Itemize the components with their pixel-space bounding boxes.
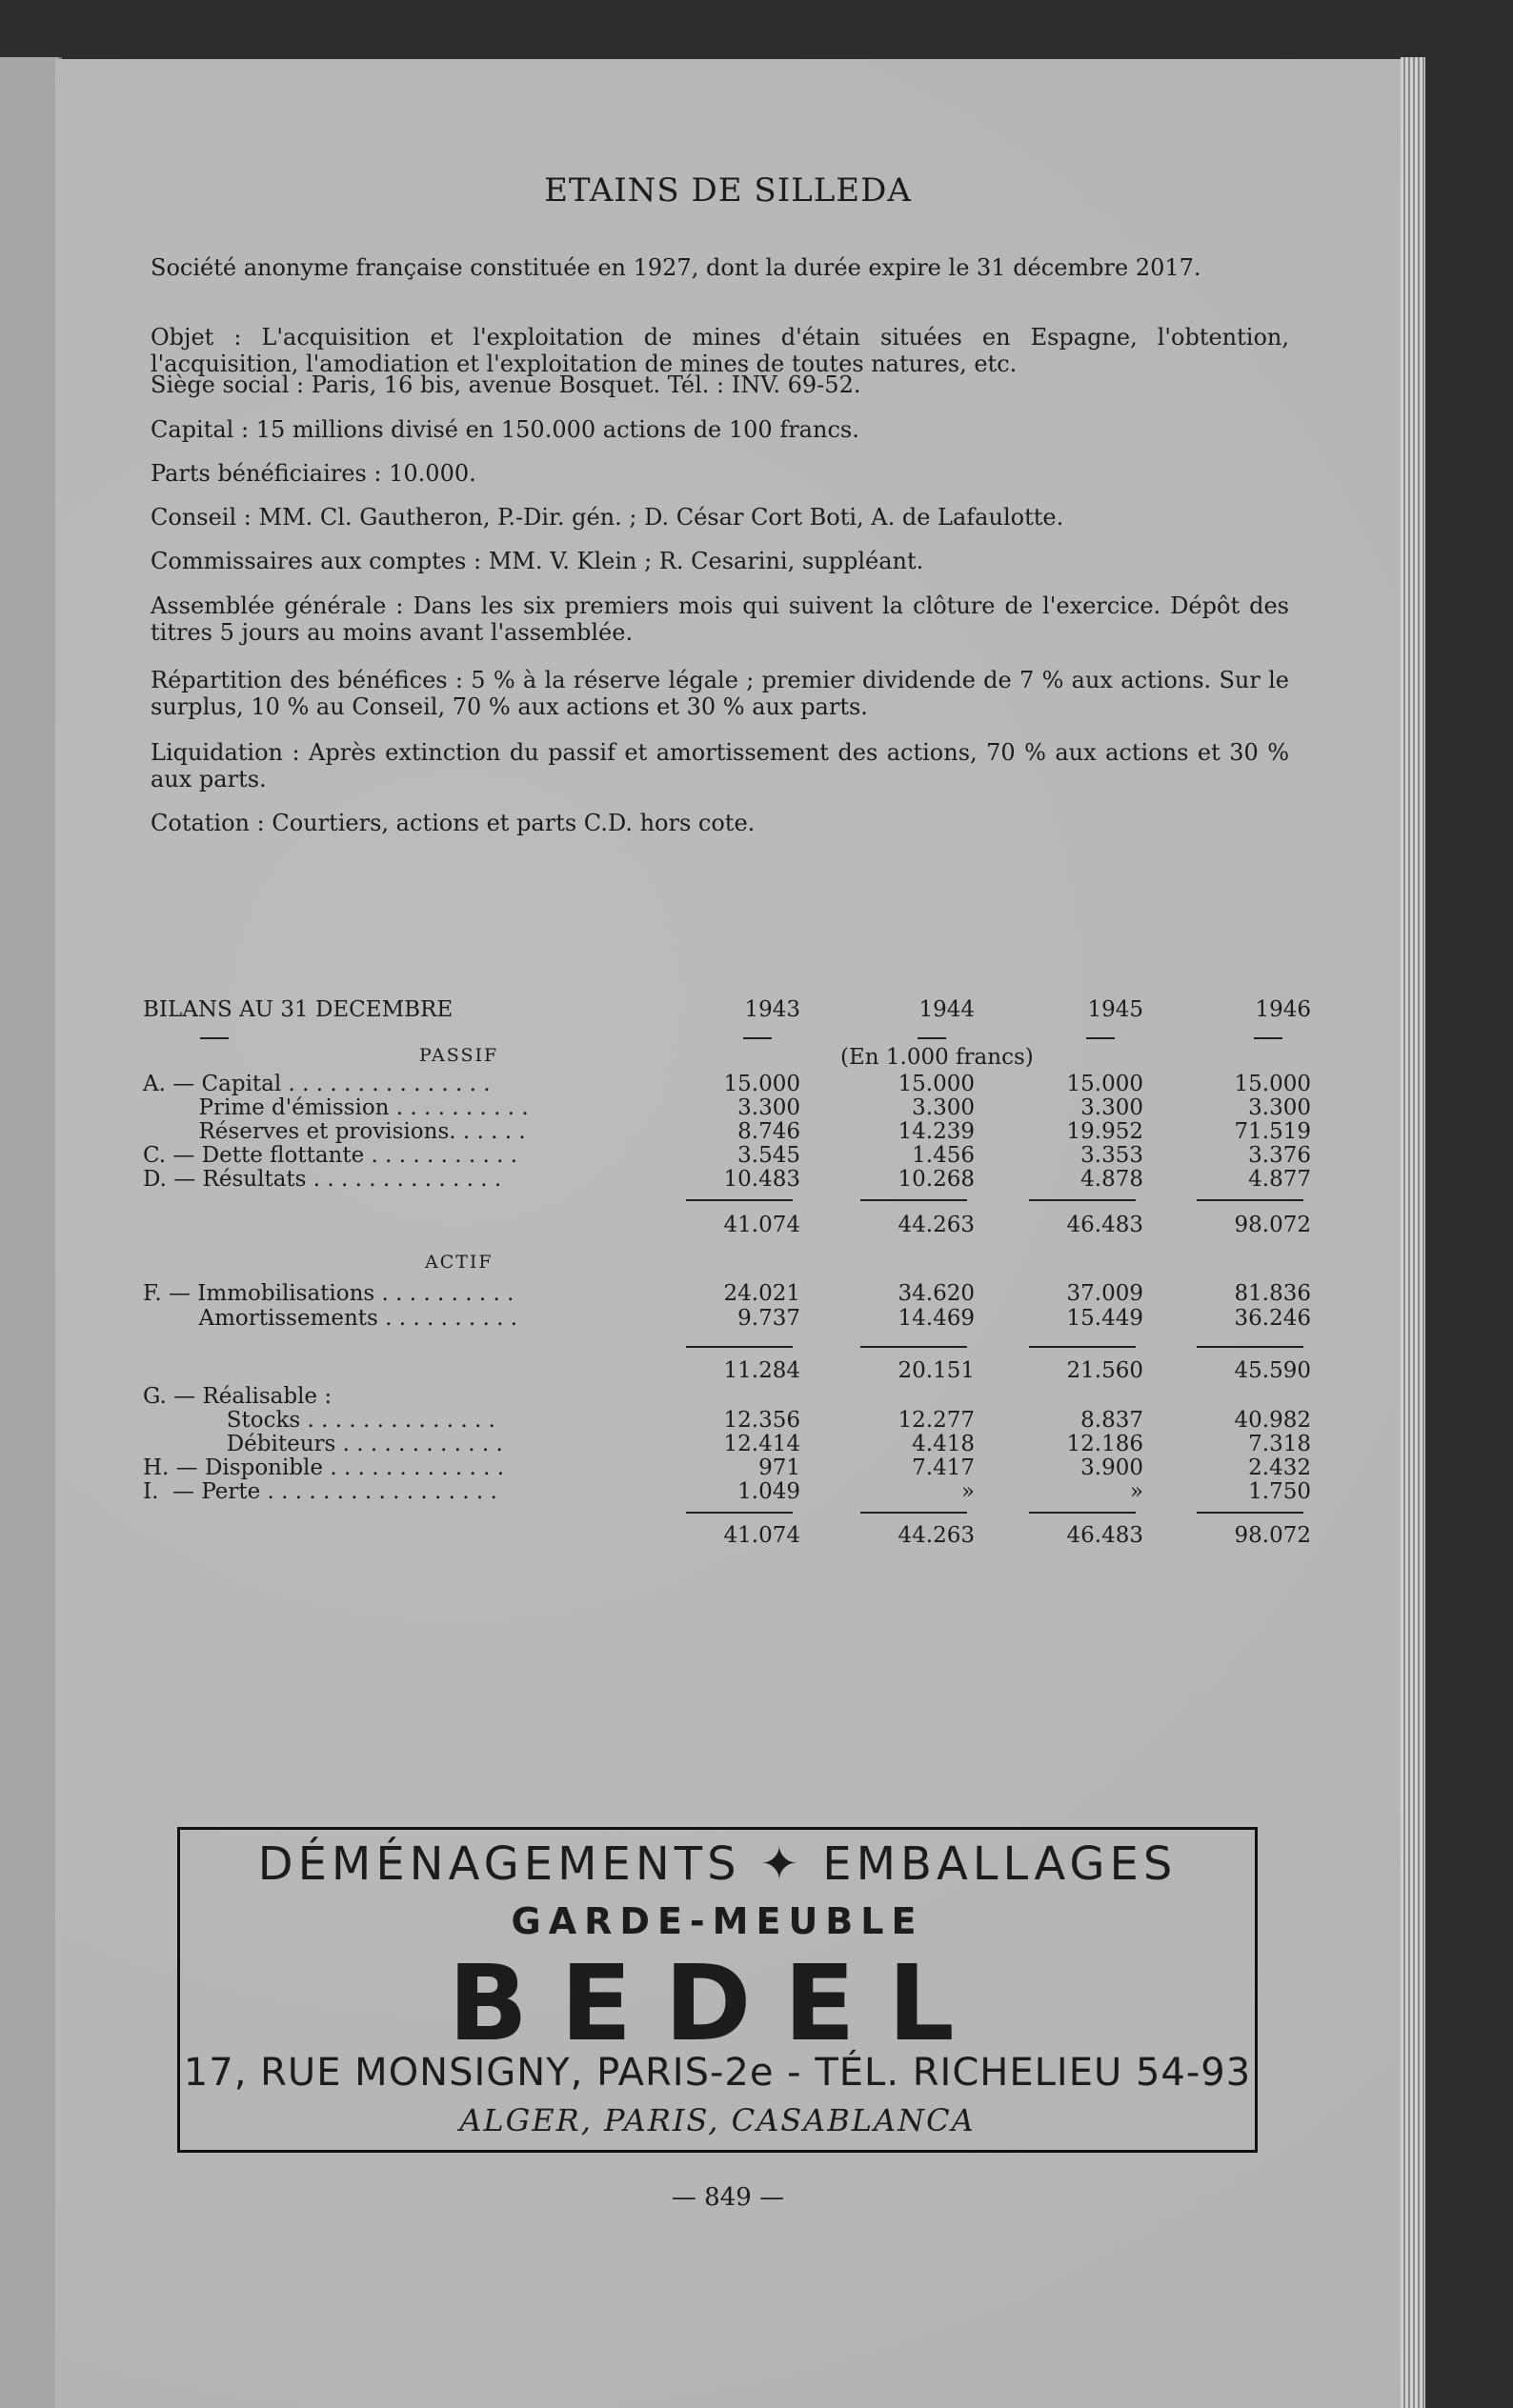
header-dash [1086,1037,1115,1039]
row-label: A. — Capital . . . . . . . . . . . . . . . [143,1072,491,1096]
row-value: 10.483 [723,1167,800,1192]
paragraph [151,810,1289,836]
row-value: 3.545 [737,1143,800,1168]
row-value: 44.263 [898,1523,975,1548]
row-value: 1.049 [737,1479,800,1504]
passif-row [143,1119,1311,1144]
paragraph-text: : Après extinction du passif et amortissement des actions, 70 % aux actions et 30 % aux parts. [151,739,1289,793]
row-value: 34.620 [898,1281,975,1306]
row-value: 41.074 [723,1523,800,1548]
page-stack-edge [1401,57,1425,2408]
row-value: 98.072 [1234,1213,1311,1237]
row-value: 40.982 [1234,1408,1311,1433]
paragraph-label: Répartition des bénéfices [151,667,448,693]
paragraph-text: : 5 % à la réserve légale ; premier dividende de 7 % aux actions. Sur le surplus, 10 % au Conseil, 70 % aux actions et 30 % aux parts. [151,667,1289,720]
row-value: 8.837 [1080,1408,1143,1433]
row-value: 3.300 [737,1095,800,1120]
row-value: 45.590 [1234,1358,1311,1383]
total-rule [686,1512,793,1514]
row-value: » [960,1479,975,1504]
total-rule [1029,1512,1136,1514]
actif-row [143,1306,1311,1331]
row-value: 4.418 [912,1432,975,1456]
paragraph [151,371,1289,398]
row-label: Stocks . . . . . . . . . . . . . . [143,1408,495,1433]
paragraph [151,324,1289,377]
table-heading: BILANS AU 31 DECEMBRE [143,997,454,1022]
paragraph-label: Capital [151,416,234,443]
row-value: 9.737 [737,1306,800,1331]
ad-cities: ALGER, PARIS, CASABLANCA [459,2102,976,2138]
actif-label: ACTIF [425,1252,494,1273]
ad-address: 17, RUE MONSIGNY, PARIS-2e - TÉL. RICHELIEU 54-93 [183,2051,1252,2095]
paragraph-label: Assemblée générale [151,592,387,619]
row-label: G. — Réalisable : [143,1384,333,1409]
row-value: 41.074 [723,1213,800,1237]
row-value: 15.000 [1066,1072,1143,1096]
header-dash [1254,1037,1282,1039]
row-value: 20.151 [898,1358,975,1383]
row-value: 12.414 [723,1432,800,1456]
ad-services: DÉMÉNAGEMENTS ✦ EMBALLAGES [257,1837,1178,1891]
ad-brand: BEDEL [448,1942,987,2064]
row-label: I. — Perte . . . . . . . . . . . . . . . . . [143,1479,497,1504]
row-label: Prime d'émission . . . . . . . . . . [143,1095,529,1120]
passif-row [143,1072,1311,1096]
paragraph-text: : Dans les six premiers mois qui suivent la clôture de l'exercice. Dépôt des titres 5 jours au moins avant l'assemblée. [151,592,1289,646]
paragraph-label: Parts bénéficiaires [151,460,367,487]
actif-row [143,1479,1311,1504]
row-label: D. — Résultats . . . . . . . . . . . . . . [143,1167,502,1192]
row-value: 3.300 [1248,1095,1311,1120]
row-value: 8.746 [737,1119,800,1144]
row-value: 1.456 [912,1143,975,1168]
row-value: 7.417 [912,1455,975,1480]
row-value: 21.560 [1066,1358,1143,1383]
row-value: 10.268 [898,1167,975,1192]
row-value: 15.000 [898,1072,975,1096]
header-dash [743,1037,772,1039]
row-value: 36.246 [1234,1306,1311,1331]
page-title: ETAINS DE SILLEDA [544,171,912,210]
row-label: Débiteurs . . . . . . . . . . . . [143,1432,503,1456]
row-value: 2.432 [1248,1455,1311,1480]
total-rule [686,1199,793,1201]
paragraph [151,504,1289,531]
row-value: 15.000 [1234,1072,1311,1096]
row-value: 3.900 [1080,1455,1143,1480]
paragraph-label: Objet [151,324,214,351]
total-rule [686,1346,793,1348]
row-value: 19.952 [1066,1119,1143,1144]
paragraph-text: : MM. Cl. Gautheron, P.-Dir. gén. ; D. César Cort Boti, A. de Lafaulotte. [243,504,1064,531]
row-value: 11.284 [723,1358,800,1383]
paragraph [151,416,1289,443]
paragraph [151,254,1289,281]
row-value: 98.072 [1234,1523,1311,1548]
paragraph-text: Société anonyme française constituée en 1927, dont la durée expire le 31 décembre 2017. [151,254,1201,281]
actif-row [143,1408,1311,1433]
paragraph-label: Liquidation [151,739,284,766]
total-rule [860,1346,967,1348]
row-value: 15.449 [1066,1306,1143,1331]
row-value: 4.878 [1080,1167,1143,1192]
row-value: 12.356 [723,1408,800,1433]
row-value: 37.009 [1066,1281,1143,1306]
paragraph [151,460,1289,487]
row-label: F. — Immobilisations . . . . . . . . . . [143,1281,514,1306]
paragraph [151,592,1289,646]
passif-row [143,1095,1311,1120]
table-header-row [143,997,1311,1022]
row-value: 44.263 [898,1213,975,1237]
actif-row [143,1281,1311,1306]
row-value: 7.318 [1248,1432,1311,1456]
year-1944: 1944 [918,997,975,1022]
total-rule [1197,1346,1303,1348]
total-rule [860,1199,967,1201]
header-dash [918,1037,946,1039]
passif-label: PASSIF [419,1045,499,1066]
year-1946: 1946 [1255,997,1311,1022]
binding-left-strip [0,57,62,2408]
row-label: C. — Dette flottante . . . . . . . . . . . [143,1143,518,1168]
row-label: H. — Disponible . . . . . . . . . . . . . [143,1455,505,1480]
paragraph-label: Siège social [151,371,290,398]
row-value: 14.239 [898,1119,975,1144]
row-value: 81.836 [1234,1281,1311,1306]
actif-row [143,1384,1305,1409]
row-value: 12.186 [1066,1432,1143,1456]
row-value: 46.483 [1066,1213,1143,1237]
year-1943: 1943 [744,997,800,1022]
paragraph-label: Commissaires aux comptes [151,548,467,574]
paragraph-text: : Paris, 16 bis, avenue Bosquet. Tél. : INV. 69-52. [296,371,861,398]
total-rule [860,1512,967,1514]
row-value: 12.277 [898,1408,975,1433]
ad-subtitle: GARDE-MEUBLE [511,1900,924,1942]
row-value: 71.519 [1234,1119,1311,1144]
passif-header-row [143,1045,1305,1070]
paragraph [151,739,1289,793]
paragraph-label: Cotation [151,810,250,836]
year-1945: 1945 [1087,997,1143,1022]
passif-row [143,1143,1311,1168]
total-rule [1029,1346,1136,1348]
paragraph [151,667,1289,720]
paragraph-text: : Courtiers, actions et parts C.D. hors cote. [256,810,756,836]
row-label: Amortissements . . . . . . . . . . [143,1306,518,1331]
actif-total-row [143,1523,1311,1548]
row-value: 3.300 [912,1095,975,1120]
page-number: — 849 — [671,2183,785,2212]
paragraph-text: : MM. V. Klein ; R. Cesarini, suppléant. [474,548,924,574]
row-value: 971 [758,1455,800,1480]
book-page [55,59,1401,2408]
row-value: 46.483 [1066,1523,1143,1548]
actif-row [143,1432,1311,1456]
actif-row [143,1455,1311,1480]
row-value: 1.750 [1248,1479,1311,1504]
row-value: 14.469 [898,1306,975,1331]
advertisement [177,1827,1258,2153]
row-value: 15.000 [723,1072,800,1096]
paragraph-text: : 15 millions divisé en 150.000 actions de 100 francs. [240,416,859,443]
passif-row [143,1167,1311,1192]
paragraph-label: Conseil [151,504,237,531]
row-value: 24.021 [723,1281,800,1306]
actif-subtotal-row [143,1358,1311,1383]
row-value: 4.877 [1248,1167,1311,1192]
row-value: 3.300 [1080,1095,1143,1120]
row-label: Réserves et provisions. . . . . . [143,1119,526,1144]
paragraph-text: : 10.000. [373,460,476,487]
unit-note: (En 1.000 francs) [840,1045,1034,1070]
row-value: 3.376 [1248,1143,1311,1168]
header-dash [200,1037,229,1039]
passif-total-row [143,1213,1311,1237]
row-value: 3.353 [1080,1143,1143,1168]
total-rule [1029,1199,1136,1201]
paragraph [151,548,1289,574]
row-value: » [1129,1479,1143,1504]
actif-header-row [143,1252,1305,1276]
paragraph-text: : L'acquisition et l'exploitation de mines d'étain situées en Espagne, l'obtention, l'acquisition, l'amodiation et l'exploitation de mines de toutes natures, etc. [151,324,1289,377]
total-rule [1197,1199,1303,1201]
total-rule [1197,1512,1303,1514]
